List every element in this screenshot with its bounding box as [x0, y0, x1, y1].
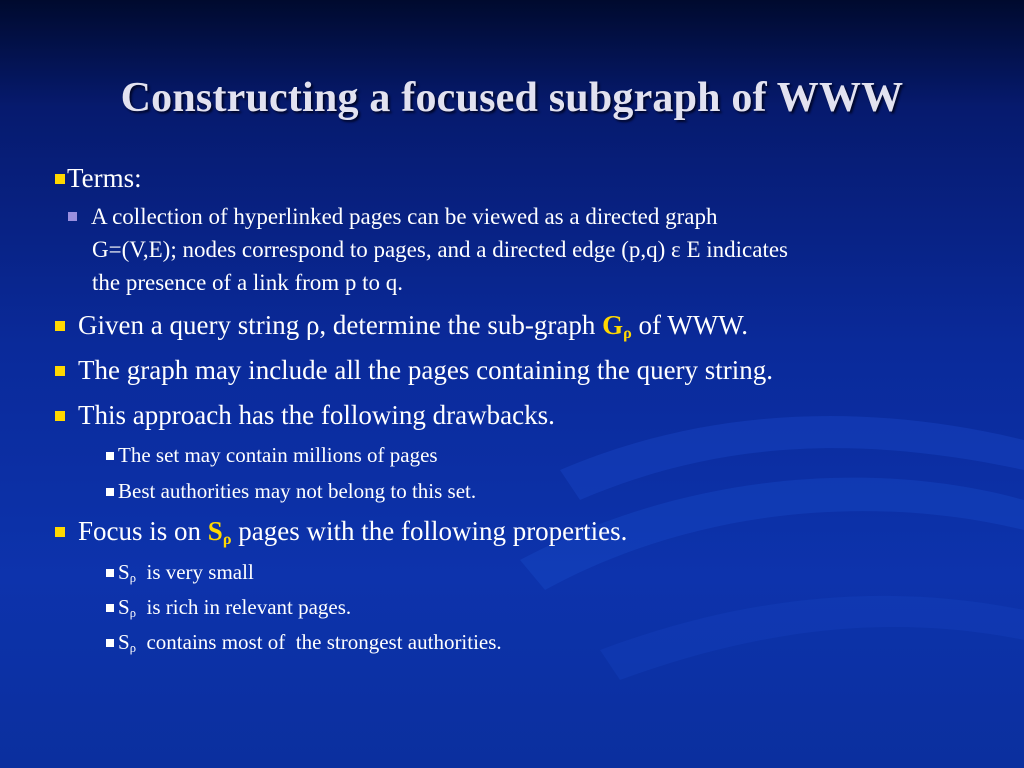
property-symbol: S	[118, 595, 130, 619]
bullet-square-icon	[55, 366, 65, 376]
focus-text-end: pages with the following properties.	[231, 516, 628, 546]
graph-text: The graph may include all the pages containing the query string.	[78, 355, 774, 385]
bullet-graph	[55, 355, 773, 386]
drawback-text: Best authorities may not belong to this set.	[118, 479, 477, 503]
bullet-square-icon	[106, 604, 114, 612]
property-text: is very small	[135, 560, 254, 584]
property-symbol: S	[118, 560, 130, 584]
graph-symbol: G	[602, 310, 624, 340]
bullet-square-icon	[55, 174, 65, 184]
bullet-square-icon	[55, 321, 65, 331]
bullet-square-icon	[55, 527, 65, 537]
property-text: contains most of the strongest authorities.	[135, 630, 502, 654]
terms-detail-text: A collection of hyperlinked pages can be viewed as a directed graph	[91, 204, 718, 229]
drawback-item-1	[106, 443, 438, 468]
property-symbol-subscript: ρ	[129, 641, 136, 656]
bullet-approach	[55, 400, 555, 431]
property-symbol-subscript: ρ	[129, 606, 136, 621]
bullet-square-icon	[68, 212, 77, 221]
bullet-square-icon	[106, 488, 114, 496]
bullet-square-icon	[55, 411, 65, 421]
bullet-square-icon	[106, 569, 114, 577]
property-symbol-subscript: ρ	[129, 571, 136, 586]
terms-detail-2	[92, 237, 788, 263]
set-symbol: S	[207, 516, 223, 546]
terms-detail-1	[68, 204, 718, 230]
bullet-square-icon	[106, 639, 114, 647]
terms-detail-text: G=(V,E); nodes correspond to pages, and a directed edge (p,q) ε E indicates	[92, 237, 789, 262]
bullet-terms	[55, 163, 142, 194]
property-symbol: S	[118, 630, 130, 654]
property-item-1	[106, 560, 254, 586]
query-text-end: of WWW.	[631, 310, 748, 340]
terms-detail-text: the presence of a link from p to q.	[92, 270, 404, 295]
bullet-query	[55, 310, 748, 343]
property-item-3	[106, 630, 502, 656]
terms-label: Terms:	[67, 163, 142, 193]
property-item-2	[106, 595, 351, 621]
graph-symbol-subscript: ρ	[623, 324, 632, 343]
bullet-focus	[55, 516, 627, 549]
drawback-item-2	[106, 479, 476, 504]
approach-text: This approach has the following drawbacks.	[78, 400, 555, 430]
terms-detail-3	[92, 270, 403, 296]
focus-text: Focus is on	[78, 516, 208, 546]
property-text: is rich in relevant pages.	[135, 595, 352, 619]
drawback-text: The set may contain millions of pages	[118, 443, 438, 467]
query-text: Given a query string ρ, determine the sub-graph	[78, 310, 603, 340]
slide-title: Constructing a focused subgraph of WWW	[120, 75, 904, 121]
set-symbol-subscript: ρ	[222, 530, 232, 549]
bullet-square-icon	[106, 452, 114, 460]
